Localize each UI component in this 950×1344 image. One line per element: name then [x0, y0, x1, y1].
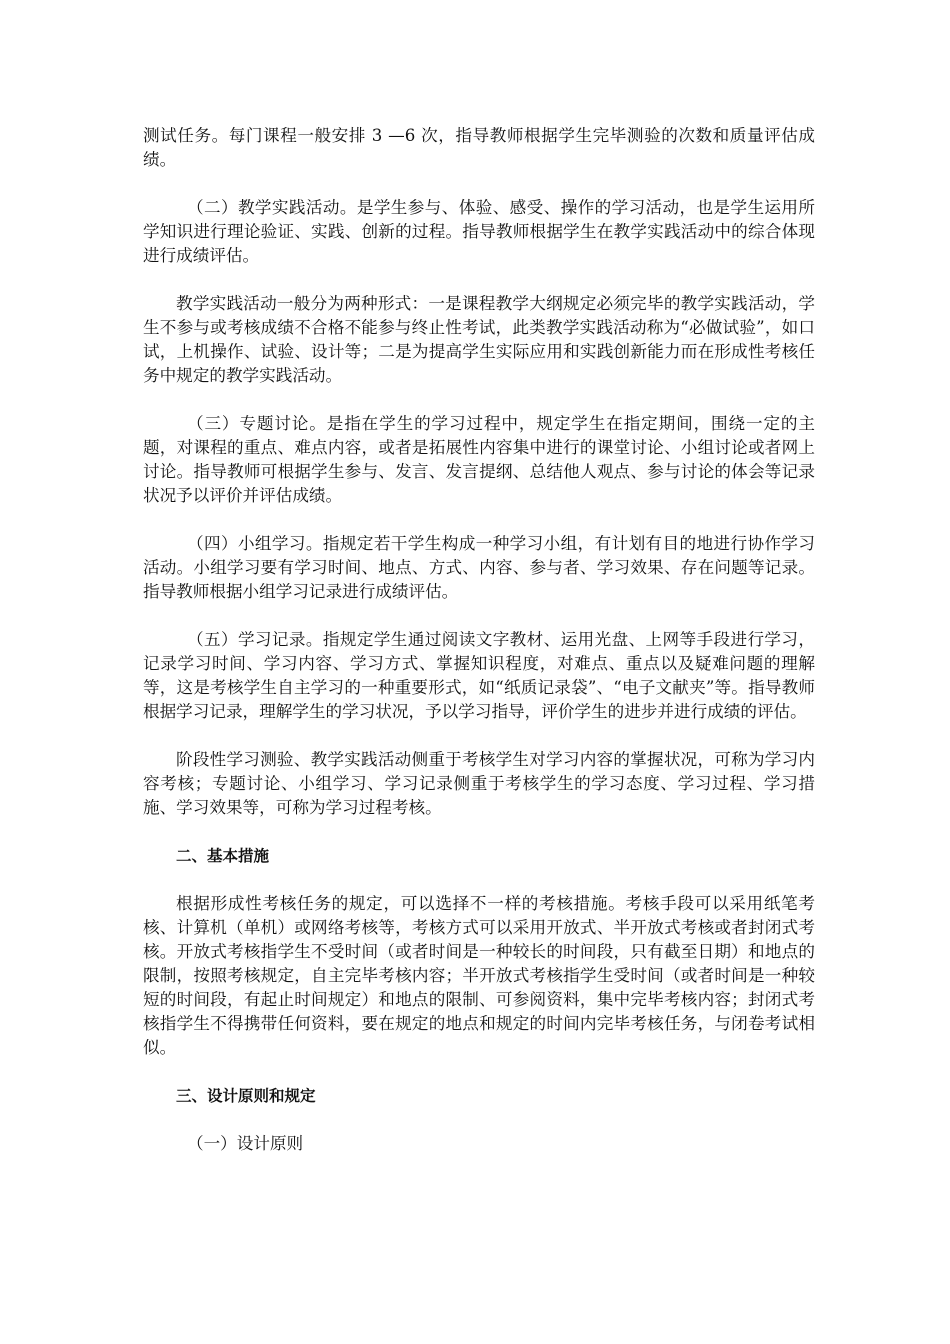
paragraph-practice-forms: 教学实践活动一般分为两种形式：一是课程教学大纲规定必须完毕的教学实践活动，学生不参与或考核成绩不合格不能参与终止性考试，此类教学实践活动称为“必做试验”，如口试，上机操作、试验、设计等；二是为提高学生实际应用和实践创新能力而在形成性考核任务中规定的教学实践活动。: [143, 294, 815, 385]
document-page: [143, 124, 815, 1156]
paragraph-assessment-measures: 根据形成性考核任务的规定，可以选择不一样的考核措施。考核手段可以采用纸笔考核、计算机（单机）或网络考核等，考核方式可以采用开放式、半开放式考核或者封闭式考核。开放式考核指学生不受时间（或者时间是一种较长的时间段，只有截至日期）和地点的限制，按照考核规定，自主完毕考核内容；半开放式考核指学生受时间（或者时间是一种较短的时间段，有起止时间规定）和地点的限制、可参阅资料，集中完毕考核内容；封闭式考核指学生不得携带任何资料，要在规定的地点和规定的时间内完毕考核任务，与闭卷考试相似。: [143, 894, 815, 1057]
paragraph-test-task-continued: 测试任务。每门课程一般安排 3 —6 次，指导教师根据学生完毕测验的次数和质量评估成绩。: [143, 126, 815, 169]
paragraph-study-record: （五）学习记录。指规定学生通过阅读文字教材、运用光盘、上网等手段进行学习，记录学习时间、学习内容、学习方式、掌握知识程度，对难点、重点以及疑难问题的理解等，这是考核学生自主学习的一种重要形式，如“纸质记录袋”、“电子文献夹”等。指导教师根据学习记录，理解学生的学习状况，予以学习指导，评价学生的进步并进行成绩的评估。: [143, 630, 815, 721]
section-heading-design-principles: 三、设计原则和规定: [176, 1087, 316, 1105]
subheading-design-principles: （一）设计原则: [187, 1134, 304, 1153]
paragraph-summary: 阶段性学习测验、教学实践活动侧重于考核学生对学习内容的掌握状况，可称为学习内容考核；专题讨论、小组学习、学习记录侧重于考核学生的学习态度、学习过程、学习措施、学习效果等，可称为学习过程考核。: [143, 750, 815, 817]
paragraph-group-study: （四）小组学习。指规定若干学生构成一种学习小组，有计划有目的地进行协作学习活动。小组学习要有学习时间、地点、方式、内容、参与者、学习效果、存在问题等记录。指导教师根据小组学习记录进行成绩评估。: [143, 534, 815, 601]
paragraph-teaching-practice: （二）教学实践活动。是学生参与、体验、感受、操作的学习活动，也是学生运用所学知识进行理论验证、实践、创新的过程。指导教师根据学生在教学实践活动中的综合体现进行成绩评估。: [143, 198, 815, 265]
section-heading-basic-measures: 二、基本措施: [176, 847, 270, 865]
paragraph-topic-discussion: （三）专题讨论。是指在学生的学习过程中，规定学生在指定期间，围绕一定的主题，对课程的重点、难点内容，或者是拓展性内容集中进行的课堂讨论、小组讨论或者网上讨论。指导教师可根据学生参与、发言、发言提纲、总结他人观点、参与讨论的体会等记录状况予以评价并评估成绩。: [143, 414, 815, 505]
